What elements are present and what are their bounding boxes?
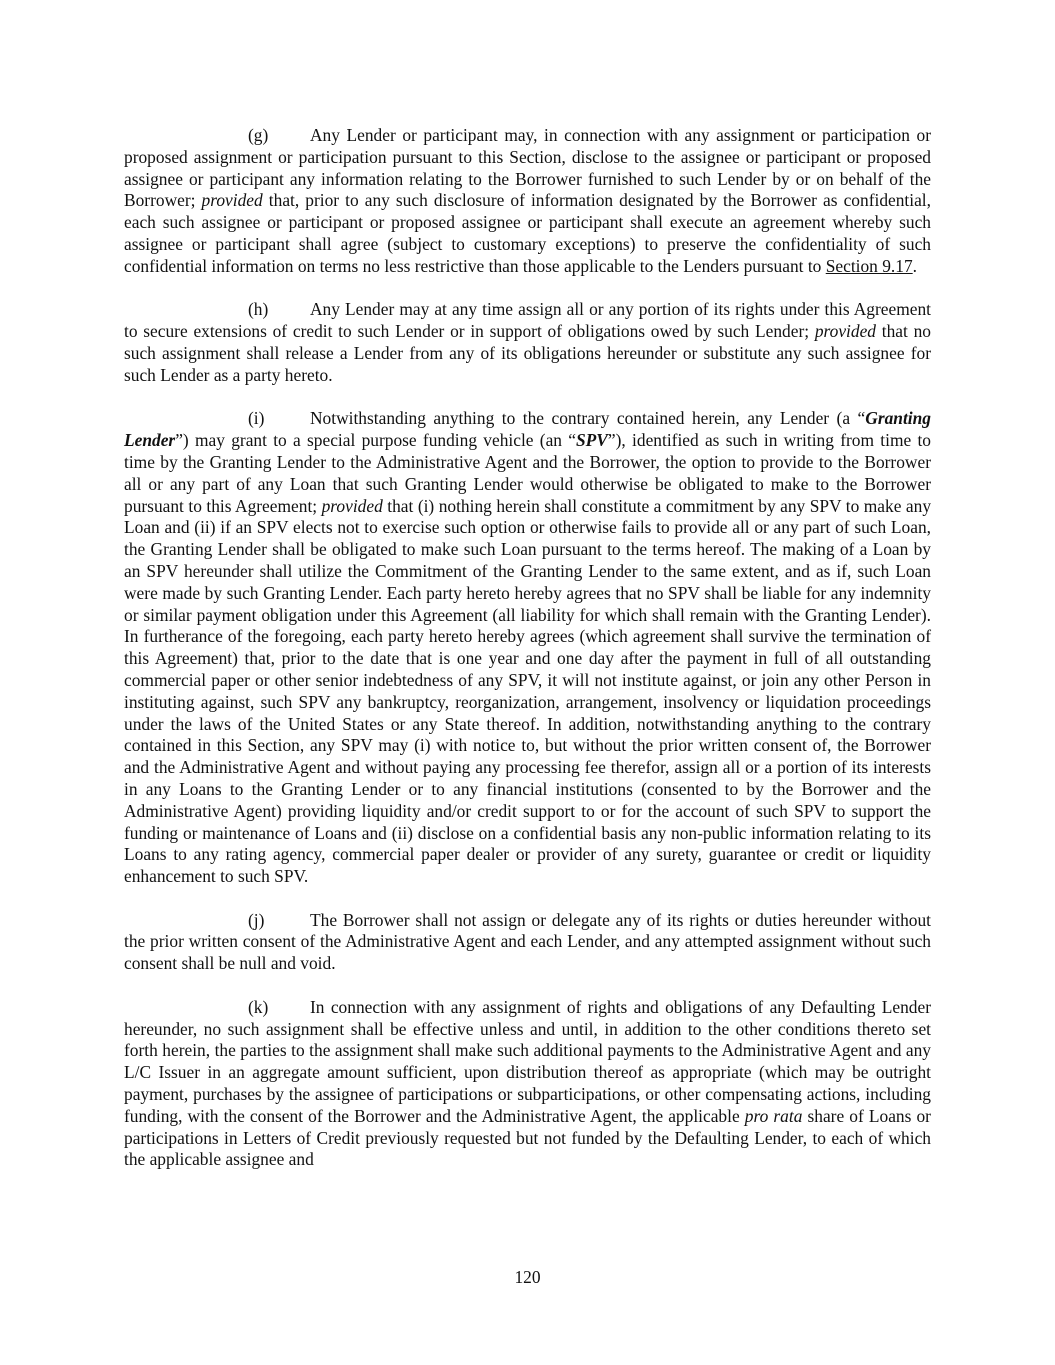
- paragraph-g: [124, 125, 931, 278]
- page-number: 120: [514, 1267, 541, 1287]
- paragraph-i-text-4: that (i) nothing herein shall constitute a commitment by any SPV to make any Loan and (ii) if an SPV elects not to exercise such option or otherwise fails to provide all or any part of such Loan, the Granting Lender shall be obligated to make such Loan pursuant to the terms hereof. The making of a Loan by an SPV hereunder shall utilize the Commitment of the Granting Lender to the same extent, and as if, such Loan were made by such Granting Lender. Each party hereto hereby agrees that no SPV shall be liable for any indemnity or similar payment obligation under this Agreement (all liability for which shall remain with the Granting Lender). In furtherance of the foregoing, each party hereto hereby agrees (which agreement shall survive the termination of this Agreement) that, prior to the date that is one year and one day after the payment in full of all outstanding commercial paper or other senior indebtedness of any SPV, it will not institute against, or join any other Person in instituting against, such SPV any bankruptcy, reorganization, arrangement, insolvency or liquidation proceedings under the laws of the United States or any State thereof. In addition, notwithstanding anything to the contrary contained in this Section, any SPV may (i) with notice to, but without the prior written consent of, the Borrower and the Administrative Agent and without paying any processing fee therefor, assign all or a portion of its interests in any Loans to the Granting Lender or to any financial institutions (consented to by the Borrower and the Administrative Agent) providing liquidity and/or credit support to or for the account of such SPV to support the funding or maintenance of Loans and (ii) disclose on a confidential basis any non-public information relating to its Loans to any rating agency, commercial paper dealer or provider of any surety, guarantee or credit or liquidity enhancement to such SPV.: [124, 495, 932, 887]
- paragraph-k-text-2: share of Loans or participations in Letters of Credit previously requested but not funded by the Defaulting Lender, to each of which the applicable assignee and: [124, 1105, 931, 1170]
- paragraph-h-text-1: Any Lender may at any time assign all or any portion of its rights under this Agreement to secure extensions of credit to such Lender or in support of obligations owed by such Lender;: [124, 299, 931, 342]
- paragraph-j: [124, 910, 931, 975]
- section-reference-link: Section 9.17: [825, 255, 913, 276]
- provided-term: provided: [321, 495, 383, 516]
- paragraph-k-text-1: In connection with any assignment of rights and obligations of any Defaulting Lender hereunder, no such assignment shall be effective unless and until, in addition to the other conditions thereto set forth herein, the parties to the assignment shall make such additional payments to the Administrative Agent and any L/C Issuer in an aggregate amount sufficient, upon distribution thereof as appropriate (which may be outright payment, purchases by the assignee of participations or subparticipations, or other compensating actions, including funding, with the consent of the Borrower and the Administrative Agent, the applicable: [124, 996, 931, 1126]
- pro-rata-term: pro rata: [744, 1105, 803, 1126]
- paragraph-i: [124, 408, 931, 888]
- paragraph-marker-h: (h): [248, 299, 269, 320]
- paragraph-g-text-2: that, prior to any such disclosure of information designated by the Borrower as confidential, each such assignee or participant or proposed assignee or participant shall execute an agreement whereby such assignee or participant shall agree (subject to customary exceptions) to preserve the confidentiality of such confidential information on terms no less restrictive than those applicable to the Lenders pursuant to: [124, 190, 931, 276]
- paragraph-marker-i: (i): [248, 408, 265, 429]
- paragraph-i-text-1: Notwithstanding anything to the contrary contained herein, any Lender (a “: [310, 408, 866, 429]
- paragraph-h-text-2: that no such assignment shall release a Lender from any of its obligations hereunder or substitute any such assignee for such Lender as a party hereto.: [124, 321, 931, 385]
- paragraph-marker-k: (k): [248, 996, 269, 1017]
- paragraph-j-text-1: The Borrower shall not assign or delegate any of its rights or duties hereunder without the prior written consent of the Administrative Agent and each Lender, and any attempted assignment without such consent shall be null and void.: [124, 909, 931, 974]
- provided-term: provided: [814, 321, 877, 342]
- defined-term-granting-lender: Granting Lender: [124, 408, 931, 451]
- defined-term-spv: SPV: [576, 430, 608, 451]
- paragraph-marker-j: (j): [248, 909, 265, 930]
- paragraph-i-text-2: ”) may grant to a special purpose funding vehicle (an “: [175, 430, 576, 451]
- paragraph-i-text-3: ”), identified as such in writing from time to time by the Granting Lender to the Administrative Agent and the Borrower, the option to provide to the Borrower all or any part of any Loan that such Granting Lender would otherwise be obligated to make to the Borrower pursuant to this Agreement;: [124, 430, 931, 516]
- paragraph-h: [124, 299, 931, 386]
- paragraph-marker-g: (g): [248, 125, 269, 145]
- paragraph-g-text-3: .: [912, 255, 918, 276]
- paragraph-k: [124, 997, 931, 1171]
- provided-term: provided: [201, 190, 263, 211]
- paragraph-g-text-1: Any Lender or participant may, in connection with any assignment or participation or proposed assignment or participation pursuant to this Section, disclose to the assignee or participant or proposed assignee or participant any information relating to the Borrower furnished to such Lender by or on behalf of the Borrower;: [124, 125, 931, 211]
- document-page: [124, 125, 931, 1193]
